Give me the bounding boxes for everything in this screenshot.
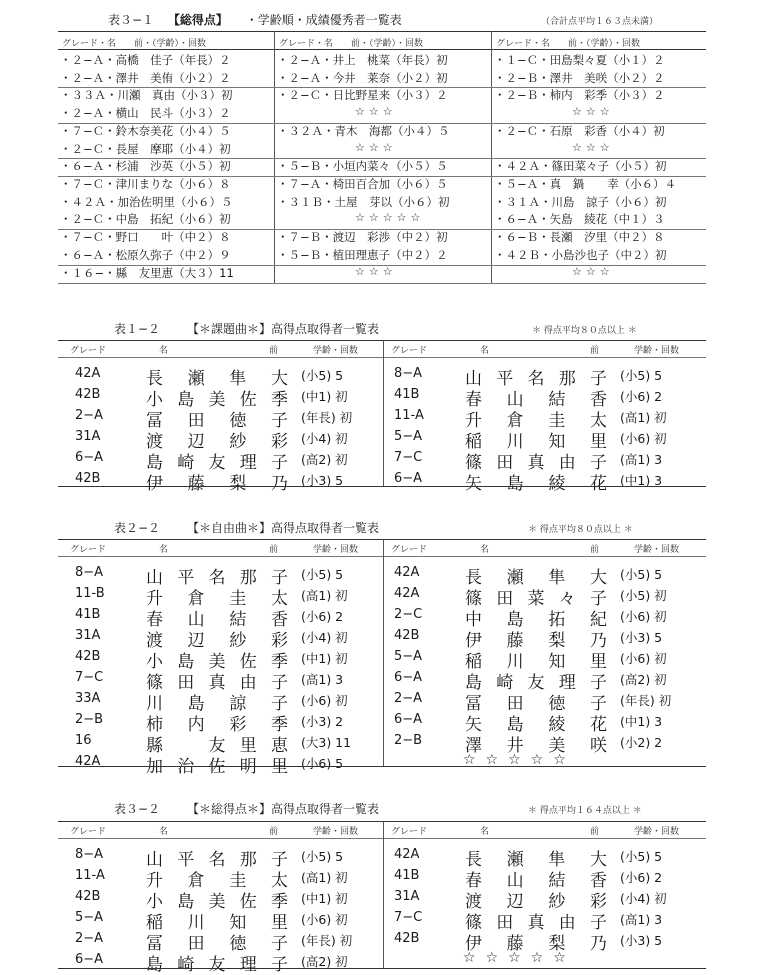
grade: 8−A <box>75 565 104 580</box>
grade: 11-B <box>75 586 105 601</box>
age-count: (小5) 5 <box>620 567 663 582</box>
grade: 2−A <box>75 408 104 423</box>
header-info: 学齢・回数 <box>634 827 680 837</box>
rule <box>58 821 706 822</box>
student-name: 伊 藤 梨 乃 <box>465 934 607 954</box>
age-count: (年長) 初 <box>301 933 353 948</box>
header-info: 学齢・回数 <box>313 545 359 555</box>
placeholder-stars: ☆☆☆ <box>355 265 397 278</box>
header-name: 名 <box>480 346 490 356</box>
column-divider <box>383 539 384 766</box>
age-count: (高1) 初 <box>301 588 348 603</box>
t31-entry: ・７−Ｂ・渡辺 彩渉（中２）初 <box>277 230 448 244</box>
row-divider <box>58 283 706 284</box>
age-count: (高1) 3 <box>620 912 663 927</box>
header-info: 学齢・回数 <box>313 346 359 356</box>
grade: 2−B <box>75 712 104 727</box>
student-name: 縣 友 里 恵 <box>146 736 288 756</box>
age-count: (年長) 初 <box>620 693 672 708</box>
grade: 5−A <box>75 910 104 925</box>
rule <box>58 49 706 50</box>
student-name: 渡 辺 紗 彩 <box>465 892 607 912</box>
t31-entry: ・７−Ｃ・野口 叶（中２）８ <box>60 230 231 244</box>
rule <box>58 766 706 767</box>
t31-entry: ・７−Ａ・椅田百合加（小６）５ <box>277 177 448 191</box>
age-count: (小5) 5 <box>620 849 663 864</box>
student-name: 加 治 佐 明 里 <box>146 757 288 777</box>
table-3-1-note: （合計点平均１６３点未満） <box>541 17 659 27</box>
t31-entry: ・３２Ａ・青木 海都（小４）５ <box>277 124 450 138</box>
col-header-3: グレード・名 前・（学齢）・回数 <box>496 39 641 49</box>
rule <box>58 968 706 969</box>
t31-entry: ・６−Ｂ・長瀬 汐里（中２）８ <box>494 230 665 244</box>
grade: 6−A <box>394 712 423 727</box>
grade: 5−A <box>394 429 423 444</box>
age-count: (小6) 2 <box>620 870 663 885</box>
subtitle: ・学齢順・成績優秀者一覧表 <box>245 13 402 27</box>
rule <box>58 340 706 341</box>
age-count: (小3) 5 <box>301 473 344 488</box>
table-note: ＊ 得点平均１６４点以上 ＊ <box>528 806 642 816</box>
age-count: (小5) 5 <box>301 849 344 864</box>
age-count: (小6) 5 <box>301 756 344 771</box>
grade: 6−A <box>394 670 423 685</box>
t31-entry: ・２−Ｂ・柿内 彩季（小３）２ <box>494 88 665 102</box>
grade: 2−C <box>394 607 423 622</box>
age-count: (中1) 3 <box>620 473 663 488</box>
student-name: 山 平 名 那 子 <box>146 850 288 870</box>
rule <box>58 539 706 540</box>
grade: 7−C <box>394 910 423 925</box>
age-count: (中1) 初 <box>301 389 348 404</box>
header-name: 名 <box>159 827 169 837</box>
t31-entry: ・２−Ａ・横山 民斗（小３）２ <box>60 105 231 120</box>
student-name: 升 倉 圭 太 <box>465 411 607 431</box>
age-count: (小5) 5 <box>301 368 344 383</box>
student-name: 山 平 名 那 子 <box>146 568 288 588</box>
header-info: 学齢・回数 <box>634 545 680 555</box>
grade: 41B <box>394 868 420 883</box>
grade: 42A <box>394 847 420 862</box>
grade: 42B <box>75 649 101 664</box>
age-count: (小6) 初 <box>620 431 667 446</box>
header-name: 名 <box>159 346 169 356</box>
age-count: (中1) 初 <box>301 651 348 666</box>
t31-entry: ・２−Ｃ・中島 拓紀（小６）初 <box>60 212 231 227</box>
t31-entry: ・３３Ａ・川瀬 真由（小３）初 <box>60 88 233 102</box>
t31-entry: ・４２Ａ・篠田菜々子（小５）初 <box>494 159 667 173</box>
student-name: 稲 川 知 里 <box>146 913 288 933</box>
age-count: (高2) 初 <box>301 452 348 467</box>
header-grade: グレード <box>70 827 107 837</box>
t31-entry: ・２−Ｃ・石原 彩香（小４）初 <box>494 124 665 138</box>
header-name: 前 <box>590 346 600 356</box>
t31-entry: ・２−Ｃ・日比野星来（小３）２ <box>277 88 448 102</box>
grade: 6−A <box>394 471 423 486</box>
t31-entry: ・４２Ａ・加治佐明里（小６）５ <box>60 194 233 209</box>
student-name: 伊 藤 梨 乃 <box>465 631 607 651</box>
t31-entry: ・２−Ｃ・長屋 摩耶（小４）初 <box>60 141 231 156</box>
t31-entry: ・３１Ａ・川島 諒子（小６）初 <box>494 194 667 209</box>
age-count: (年長) 初 <box>301 410 353 425</box>
header-grade: グレード <box>70 346 107 356</box>
age-count: (高1) 3 <box>620 452 663 467</box>
age-count: (小6) 2 <box>620 389 663 404</box>
header-name: 名 <box>159 545 169 555</box>
student-name: 長 瀬 隼 大 <box>146 369 288 389</box>
student-name: 島 崎 友 理 子 <box>146 453 288 473</box>
student-name: 冨 田 徳 子 <box>465 694 607 714</box>
t31-entry: ・２−Ａ・澤井 美侑（小２）２ <box>60 70 231 85</box>
header-grade: グレード <box>70 545 107 555</box>
grade: 42B <box>75 471 101 486</box>
student-name: 矢 島 綾 花 <box>465 715 607 735</box>
age-count: (小4) 初 <box>301 431 348 446</box>
header-info: 学齢・回数 <box>313 827 359 837</box>
student-name: 島 崎 友 理 子 <box>465 673 607 693</box>
age-count: (小6) 2 <box>301 609 344 624</box>
t31-entry: ・２−Ａ・井上 桃菜（年長）初 <box>277 53 448 67</box>
age-count: (小4) 初 <box>620 891 667 906</box>
header-name: 前 <box>269 346 279 356</box>
age-count: (高1) 初 <box>301 870 348 885</box>
grade: 11-A <box>394 408 424 423</box>
table-3-1-title <box>108 11 402 28</box>
grade: 31A <box>394 889 420 904</box>
header-name: 前 <box>269 827 279 837</box>
header-name: 前 <box>590 827 600 837</box>
student-name: 川 島 諒 子 <box>146 694 288 714</box>
student-name: 篠 田 真 由 子 <box>146 673 288 693</box>
table-caption: 表１−２ <box>114 322 161 336</box>
header-info: 学齢・回数 <box>634 346 680 356</box>
grade: 8−A <box>394 366 423 381</box>
age-count: (小5) 5 <box>301 567 344 582</box>
placeholder-stars: ☆☆☆ <box>572 104 614 118</box>
age-count: (小6) 初 <box>301 912 348 927</box>
grade: 42A <box>394 586 420 601</box>
student-name: 伊 藤 梨 乃 <box>146 474 288 494</box>
student-name: 澤 井 美 咲 <box>465 736 607 756</box>
age-count: (高2) 初 <box>301 954 348 969</box>
student-name: 篠 田 真 由 子 <box>465 913 607 933</box>
student-name: 春 山 結 香 <box>465 871 607 891</box>
header-name: 名 <box>480 827 490 837</box>
student-name: 島 崎 友 理 子 <box>146 955 288 975</box>
table-heading: 【＊自由曲＊】高得点取得者一覧表 <box>187 521 380 535</box>
student-name: 春 山 結 香 <box>146 610 288 630</box>
grade: 31A <box>75 628 101 643</box>
student-name: 篠 田 真 由 子 <box>465 453 607 473</box>
grade: 42A <box>75 366 101 381</box>
col-header-1: グレード・名 前・（学齢）・回数 <box>62 39 207 49</box>
column-divider <box>383 821 384 968</box>
grade: 42B <box>75 387 101 402</box>
grade: 5−A <box>394 649 423 664</box>
grade: 2−A <box>75 931 104 946</box>
placeholder-stars: ☆☆☆ <box>572 140 614 154</box>
age-count: (高2) 初 <box>620 672 667 687</box>
header-name: 前 <box>269 545 279 555</box>
student-name: 冨 田 徳 子 <box>146 411 288 431</box>
age-count: (大3) 11 <box>301 735 352 750</box>
table-heading: 【＊課題曲＊】高得点取得者一覧表 <box>187 322 380 336</box>
table-note: ＊ 得点平均８０点以上 ＊ <box>528 525 633 535</box>
t31-entry: ・５−Ａ・真 鍋 幸（小６）４ <box>494 177 677 191</box>
student-name: 渡 辺 紗 彩 <box>146 432 288 452</box>
age-count: (小3) 2 <box>301 714 344 729</box>
t31-entry: ・６−Ａ・杉浦 沙英（小５）初 <box>60 159 231 173</box>
caption: 表３−１ <box>108 13 155 27</box>
age-count: (小4) 初 <box>301 630 348 645</box>
student-name: 矢 島 綾 花 <box>465 474 607 494</box>
student-name: 中 島 拓 紀 <box>465 610 607 630</box>
student-name: 春 山 結 香 <box>465 390 607 410</box>
grade: 2−A <box>394 691 423 706</box>
t31-entry: ・２−Ａ・今井 莱奈（小２）初 <box>277 70 448 85</box>
table-caption: 表３−２ <box>114 802 161 816</box>
student-name: 升 倉 圭 太 <box>146 589 288 609</box>
t31-entry: ・７−Ｃ・津川まりな（小６）８ <box>60 177 231 191</box>
student-name: 長 瀬 隼 大 <box>465 850 607 870</box>
placeholder-stars: ☆☆☆☆☆ <box>355 211 425 225</box>
placeholder-stars: ☆☆☆ <box>355 140 397 154</box>
placeholder-stars: ☆☆☆☆☆ <box>463 950 576 966</box>
rule <box>58 838 706 839</box>
age-count: (小5) 初 <box>620 588 667 603</box>
age-count: (小6) 初 <box>301 693 348 708</box>
header-grade: グレード <box>391 827 428 837</box>
grade: 2−B <box>394 733 423 748</box>
placeholder-stars: ☆☆☆ <box>572 265 614 278</box>
t31-entry: ・７−Ｃ・鈴木奈美花（小４）５ <box>60 124 231 138</box>
grade: 42B <box>394 931 420 946</box>
placeholder-stars: ☆☆☆ <box>355 104 397 118</box>
grade: 33A <box>75 691 101 706</box>
grade: 41B <box>394 387 420 402</box>
col-header-2: グレード・名 前・（学齢）・回数 <box>279 39 424 49</box>
grade: 42A <box>394 565 420 580</box>
grade: 16 <box>75 733 92 748</box>
student-name: 渡 辺 紗 彩 <box>146 631 288 651</box>
grade: 42B <box>394 628 420 643</box>
student-name: 小 島 美 佐 季 <box>146 652 288 672</box>
student-name: 冨 田 徳 子 <box>146 934 288 954</box>
rule <box>58 556 706 557</box>
age-count: (小3) 5 <box>620 630 663 645</box>
column-divider <box>383 340 384 486</box>
t31-entry: ・２−Ａ・高橋 佳子（年長）２ <box>60 53 231 67</box>
rule <box>58 486 706 487</box>
table-caption: 表２−２ <box>114 521 161 535</box>
grade: 7−C <box>75 670 104 685</box>
table-heading: 【＊総得点＊】高得点取得者一覧表 <box>187 802 380 816</box>
t31-entry: ・１−Ｃ・田島梨々夏（小１）２ <box>494 53 665 67</box>
student-name: 稲 川 知 里 <box>465 432 607 452</box>
grade: 6−A <box>75 450 104 465</box>
student-name: 小 島 美 佐 季 <box>146 390 288 410</box>
age-count: (中1) 初 <box>301 891 348 906</box>
student-name: 山 平 名 那 子 <box>465 369 607 389</box>
grade: 8−A <box>75 847 104 862</box>
student-name: 升 倉 圭 太 <box>146 871 288 891</box>
student-name: 柿 内 彩 季 <box>146 715 288 735</box>
header-name: 前 <box>590 545 600 555</box>
t31-entry: ・４２Ｂ・小島沙也子（中２）初 <box>494 247 667 262</box>
grade: 42B <box>75 889 101 904</box>
age-count: (中1) 3 <box>620 714 663 729</box>
placeholder-stars: ☆☆☆☆☆ <box>463 752 576 768</box>
table-note: ＊ 得点平均８０点以上 ＊ <box>532 326 637 336</box>
student-name: 長 瀬 隼 大 <box>465 568 607 588</box>
student-name: 稲 川 知 里 <box>465 652 607 672</box>
t31-entry: ・５−Ｂ・小垣内菜々（小５）５ <box>277 159 448 173</box>
grade: 11-A <box>75 868 105 883</box>
grade: 41B <box>75 607 101 622</box>
grade: 6−A <box>75 952 104 967</box>
age-count: (小6) 初 <box>620 651 667 666</box>
student-name: 小 島 美 佐 季 <box>146 892 288 912</box>
age-count: (高1) 3 <box>301 672 344 687</box>
t31-entry: ・３１Ｂ・土屋 芽以（小６）初 <box>277 194 450 209</box>
header-name: 名 <box>480 545 490 555</box>
age-count: (小2) 2 <box>620 735 663 750</box>
t31-entry: ・６−Ａ・松原久弥子（中２）９ <box>60 247 231 262</box>
header-grade: グレード <box>391 545 428 555</box>
t31-entry: ・５−Ｂ・植田理恵子（中２）２ <box>277 247 448 262</box>
grade: 31A <box>75 429 101 444</box>
t31-entry: ・２−Ｂ・澤井 美咲（小２）２ <box>494 70 665 85</box>
t31-entry: ・６−Ａ・矢島 綾花（中１）３ <box>494 212 665 227</box>
t31-entry: ・１６−・縣 友里恵（大３）11 <box>60 266 234 280</box>
age-count: (高1) 初 <box>620 410 667 425</box>
heading: 【総得点】 <box>167 13 228 27</box>
age-count: (小6) 初 <box>620 609 667 624</box>
student-name: 篠 田 菜 々 子 <box>465 589 607 609</box>
rule <box>58 31 706 32</box>
rule <box>58 357 706 358</box>
age-count: (小3) 5 <box>620 933 663 948</box>
grade: 42A <box>75 754 101 769</box>
header-grade: グレード <box>391 346 428 356</box>
age-count: (小5) 5 <box>620 368 663 383</box>
grade: 7−C <box>394 450 423 465</box>
